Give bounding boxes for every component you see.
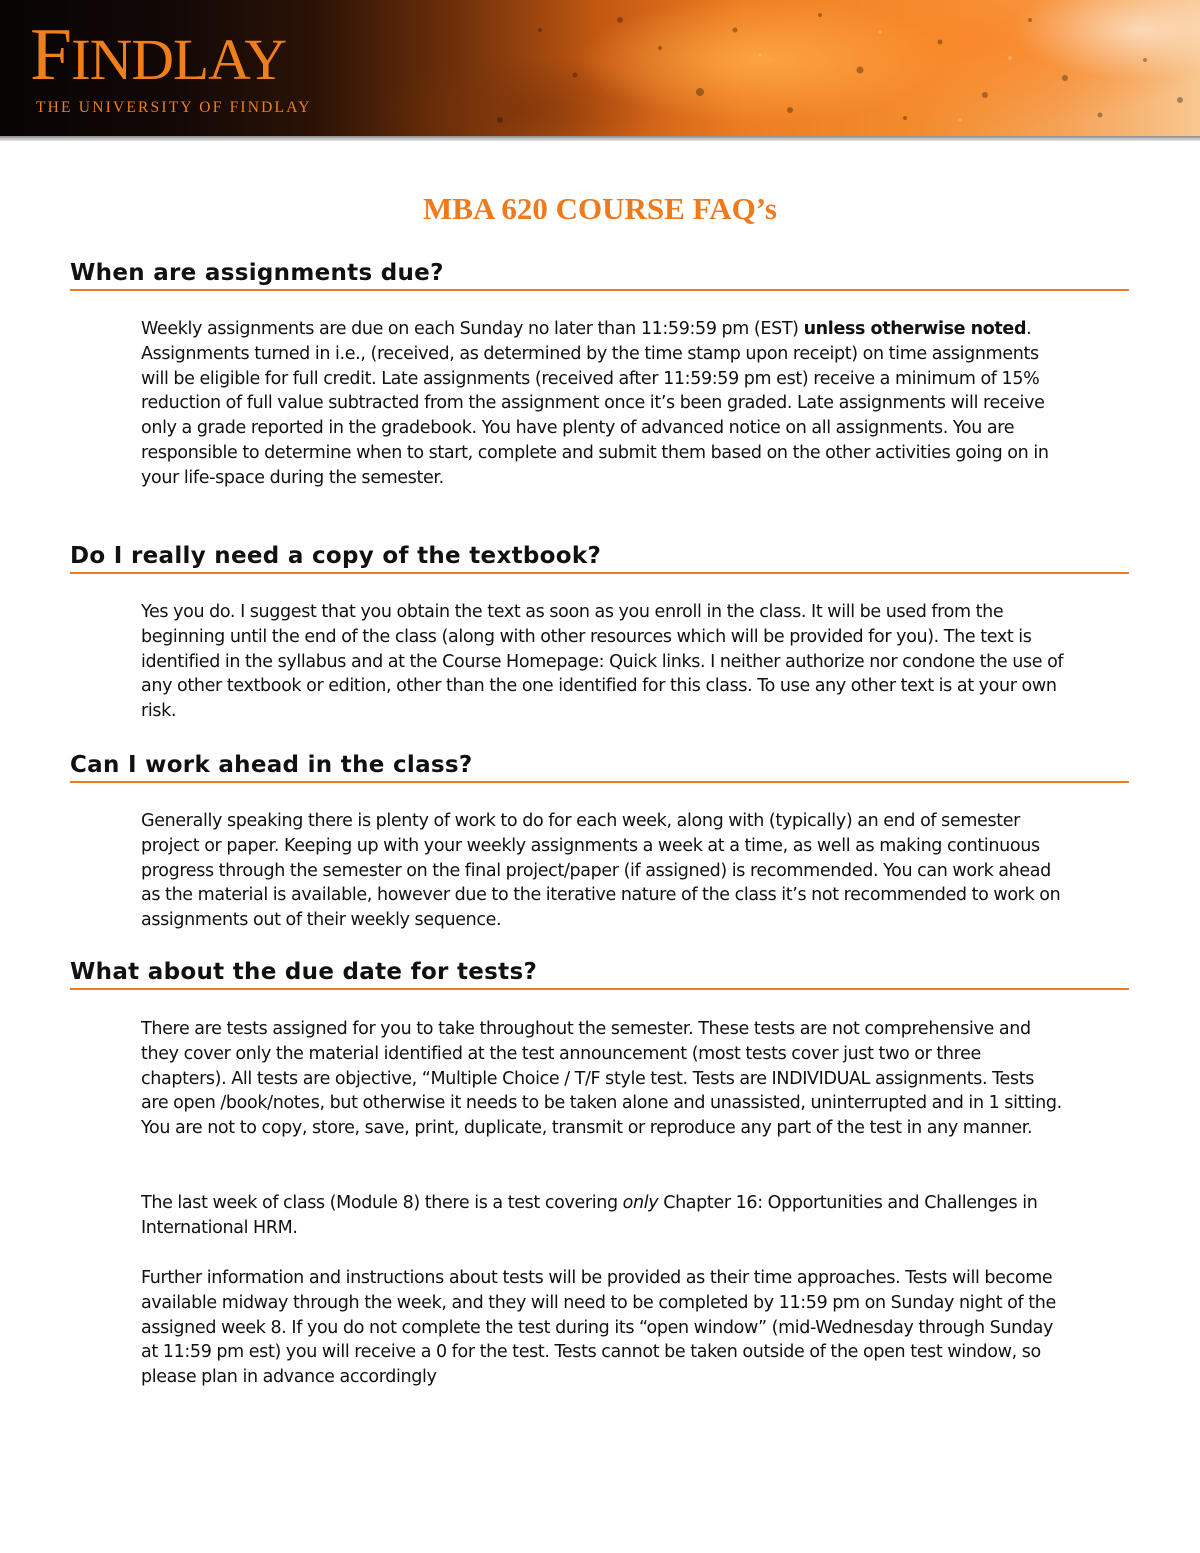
section-paragraph-assignments-due (141, 317, 1066, 491)
text-run: Weekly assignments are due on each Sunday no later than 11:59:59 pm (EST) (141, 319, 804, 339)
section-heading-textbook: Do I really need a copy of the textbook? (70, 542, 1129, 574)
text-run: Chapter 16: Opportunities and Challenges in International HRM. (141, 1193, 1038, 1238)
logo-letters-rest: INDLAY (70, 27, 287, 92)
section-heading-work-ahead: Can I work ahead in the class? (70, 751, 1129, 783)
section-heading-assignments-due: When are assignments due? (70, 259, 1129, 291)
document-title: MBA 620 COURSE FAQ’s (423, 191, 777, 226)
italic-text: only (622, 1193, 659, 1213)
bold-text: unless otherwise noted (803, 319, 1027, 339)
section-paragraph-final-test (141, 1191, 1066, 1241)
section-heading-test-due-dates: What about the due date for tests? (70, 958, 1129, 990)
header-banner (0, 0, 1200, 136)
section-paragraph-textbook: Yes you do. I suggest that you obtain the text as soon as you enroll in the class. It will be used from the beginning until the end of the class (along with other resources which will be provided for you). The text is identified in the syllabus and at the Course Homepage: Quick links. I neither authorize nor condone the use of any other textbook or edition, other than the one identified for this class. To use any other text is at your own risk. (141, 602, 1064, 722)
section-paragraph-work-ahead: Generally speaking there is plenty of work to do for each week, along with (typically) an end of semester project or paper. Keeping up with your weekly assignments a week at a time, as well as making continuous progress through the semester on the final project/paper (if assigned) is recommended. You can work ahead as the material is available, however due to the iterative nature of the class it’s not recommended to work on assignments out of their weekly sequence. (141, 811, 1061, 931)
text-run: The last week of class (Module 8) there is a test covering (141, 1193, 623, 1213)
logo-letter-f: F (30, 14, 71, 96)
findlay-logo (30, 14, 287, 97)
banner-divider (0, 136, 1200, 141)
section-paragraph-tests-overview: There are tests assigned for you to take throughout the semester. These tests are not comprehensive and they cover only the material identified at the test announcement (most tests cover just two or three chapters). All tests are objective, “Multiple Choice / T/F style test. Tests are INDIVIDUAL assignments. Tests are open /book/notes, but otherwise it needs to be taken alone and unassisted, uninterrupted and in 1 sitting. You are not to copy, store, save, print, duplicate, transmit or reproduce any part of the test in any manner. (141, 1019, 1062, 1139)
logo-subtitle: THE UNIVERSITY OF FINDLAY (36, 99, 312, 116)
text-run: . Assignments turned in i.e., (received, as determined by the time stamp upon receipt) on time assignments will be eligible for full credit. Late assignments (received after 11:59:59 pm est) receive a minimum of 15% reduction of full value subtracted from the assignment once it’s been graded. Late assignments will receive only a grade reported in the gradebook. You have plenty of advanced notice on all assignments. You are responsible to determine when to start, complete and submit them based on the other activities going on in your life-space during the semester. (141, 319, 1049, 488)
section-paragraph-test-instructions: Further information and instructions about tests will be provided as their time approaches. Tests will become available midway through the week, and they will need to be completed by 11:59 pm on Sunday night of the assigned week 8. If you do not complete the test during its “open window” (mid-Wednesday through Sunday at 11:59 pm est) you will receive a 0 for the test. Tests cannot be taken outside of the open test window, so please plan in advance accordingly (141, 1268, 1056, 1388)
